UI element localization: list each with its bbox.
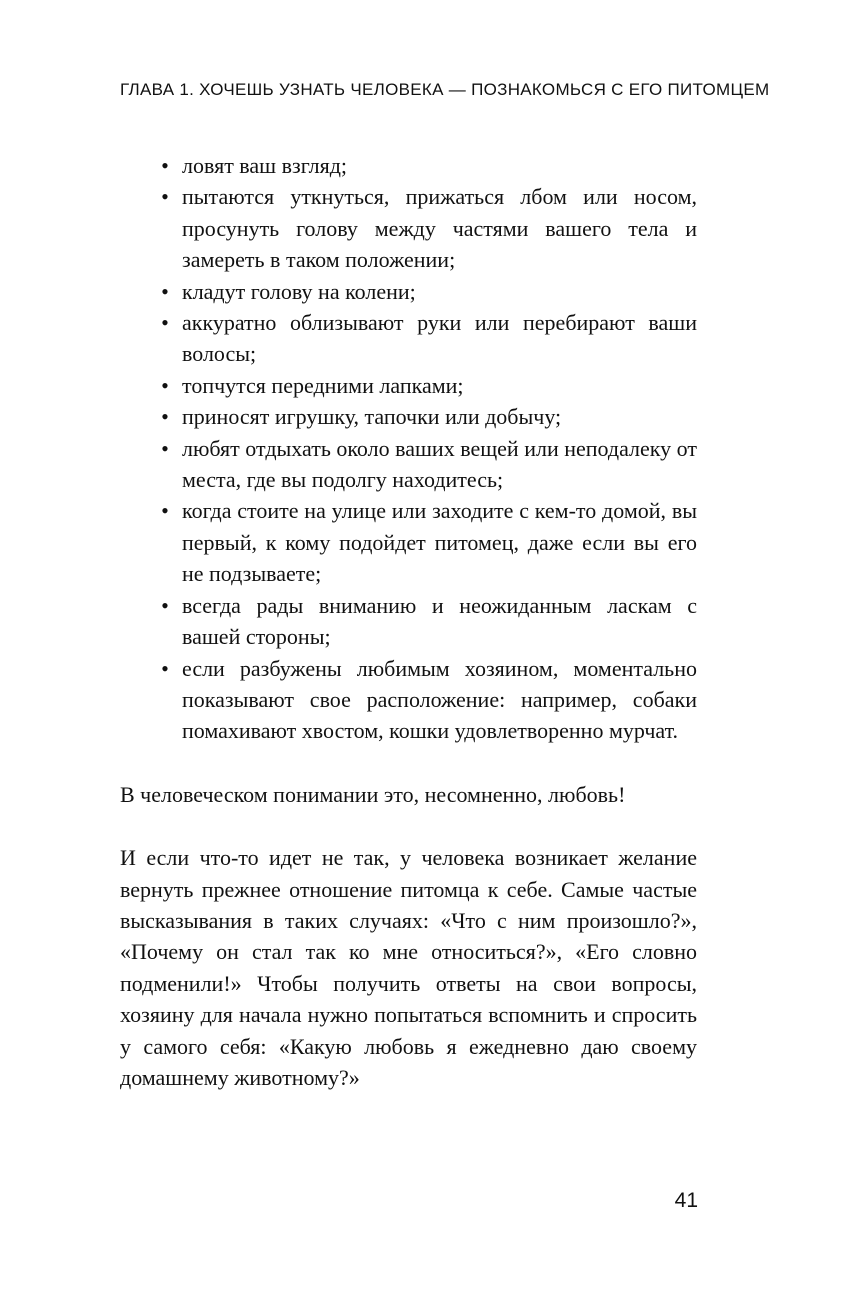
list-item-text: приносят игрушку, тапочки или добычу;	[182, 404, 562, 430]
body-paragraph: В человеческом понимании это, несомненно, любовь!	[120, 781, 626, 807]
bullet-icon: •	[161, 655, 169, 681]
list-item-text: аккуратно облизывают руки или перебирают ваши волосы;	[182, 310, 697, 367]
bullet-icon: •	[161, 153, 169, 178]
list-item-text: если разбужены любимым хозяином, моментально показывают свое расположение: например, собаки помахивают хвостом, кошки удовлетворенно мурчат.	[182, 655, 697, 744]
page-body	[120, 150, 697, 1093]
bullet-icon: •	[161, 498, 169, 524]
list-item	[120, 370, 697, 401]
bullet-icon: •	[161, 278, 169, 304]
list-item	[120, 433, 697, 496]
body-paragraph: И если что-то идет не так, у человека возникает желание вернуть прежнее отношение питомца к себе. Самые частые высказывания в таких случаях: «Что с ним произошло?», «Почему он стал так ко мне относиться?», «Его словно подменили!» Чтобы получить ответы на свои вопросы, хозяину для начала нужно попытаться вспомнить и спросить у самого себя: «Какую любовь я ежедневно даю своему домашнему животному?»	[120, 845, 697, 1090]
bullet-icon: •	[161, 184, 169, 210]
list-item-text: когда стоите на улице или заходите с кем-то домой, вы первый, к кому подойдет питомец, даже если вы его не подзываете;	[182, 498, 697, 587]
running-header: ГЛАВА 1. ХОЧЕШЬ УЗНАТЬ ЧЕЛОВЕКА — ПОЗНАКОМЬСЯ С ЕГО ПИТОМЦЕМ	[120, 80, 770, 99]
list-item	[120, 307, 697, 370]
bullet-icon: •	[161, 435, 169, 461]
list-item	[120, 653, 697, 747]
bullet-icon: •	[161, 404, 169, 430]
list-item	[120, 181, 697, 275]
list-item-text: всегда рады вниманию и неожиданным ласкам с вашей стороны;	[182, 592, 697, 650]
list-item-text: любят отдыхать около ваших вещей или неподалеку от места, где вы подолгу находитесь;	[182, 435, 697, 493]
list-item-text: ловят ваш взгляд;	[182, 153, 347, 178]
list-item-text: топчутся передними лапками;	[182, 372, 464, 398]
bullet-icon: •	[161, 310, 169, 336]
list-item	[120, 276, 697, 307]
list-item	[120, 401, 697, 432]
behavior-list	[120, 150, 697, 747]
page-number: 41	[674, 1189, 698, 1212]
list-item-text: пытаются уткнуться, прижаться лбом или носом, просунуть голову между частями вашего тела и замереть в таком положении;	[182, 184, 697, 273]
bullet-icon: •	[161, 592, 169, 618]
bullet-icon: •	[161, 372, 169, 398]
list-item	[120, 590, 697, 653]
list-item	[120, 495, 697, 589]
list-item-text: кладут голову на колени;	[182, 278, 416, 304]
list-item	[120, 150, 697, 181]
